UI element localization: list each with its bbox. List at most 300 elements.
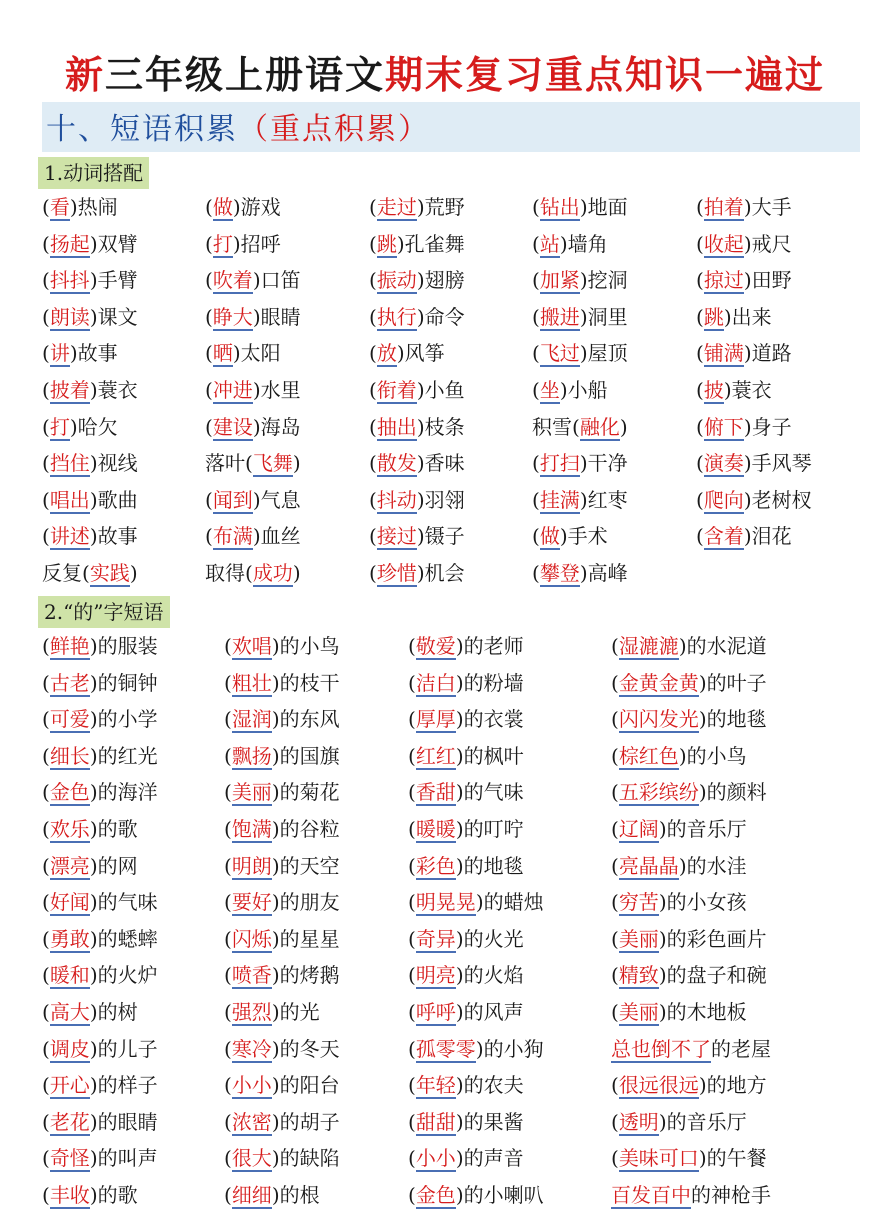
phrase-text: )羽翎 <box>416 487 465 512</box>
phrase-text: )小鱼 <box>416 378 465 402</box>
phrase-keyword: 冲进 <box>212 378 253 402</box>
phrase-item <box>369 229 465 259</box>
phrase-keyword: 打 <box>49 414 70 439</box>
phrase-item <box>224 704 340 734</box>
phrase-keyword: 高大 <box>49 1000 90 1024</box>
phrase-text: )的声音 <box>455 1146 524 1171</box>
phrase-text: ( <box>42 1183 50 1207</box>
phrase-text: ( <box>532 451 540 476</box>
phrase-text: ( <box>224 743 232 768</box>
phrase-text: )蓑衣 <box>89 378 138 402</box>
phrase-keyword: 俯下 <box>703 414 744 439</box>
phrase-item <box>42 1070 158 1100</box>
phrase-keyword: 闪烁 <box>231 926 272 951</box>
phrase-item <box>205 229 281 259</box>
phrase-keyword: 孤零零 <box>415 1036 476 1061</box>
phrase-item <box>369 485 465 515</box>
phrase-keyword: 可爱 <box>49 707 90 732</box>
phrase-item <box>408 1070 524 1100</box>
phrase-text: ( <box>205 341 213 366</box>
phrase-item <box>205 412 301 442</box>
phrase-item <box>369 558 465 588</box>
phrase-keyword: 抖动 <box>376 487 417 512</box>
phrase-text: ( <box>205 195 213 219</box>
phrase-text: )戒尺 <box>743 231 792 256</box>
phrase-text: )镊子 <box>416 524 465 549</box>
phrase-item <box>42 631 158 661</box>
phrase-keyword: 吹着 <box>212 268 253 293</box>
phrase-text: )的叫声 <box>89 1146 158 1171</box>
phrase-text: )的水泥道 <box>678 634 767 658</box>
phrase-text: ( <box>408 1109 416 1134</box>
phrase-text: ( <box>611 670 619 695</box>
phrase-text: )的地毯 <box>698 707 767 732</box>
phrase-keyword: 讲述 <box>49 524 90 549</box>
phrase-keyword: 做 <box>539 524 560 549</box>
phrase-text: ( <box>224 780 232 805</box>
phrase-keyword: 融化 <box>579 414 620 439</box>
phrase-keyword: 披 <box>703 378 724 402</box>
phrase-item <box>42 1180 138 1210</box>
phrase-text: ( <box>696 378 704 402</box>
phrase-text: )的烤鹅 <box>271 963 340 988</box>
phrase-text: ( <box>408 1036 416 1061</box>
phrase-text: ( <box>611 890 619 915</box>
phrase-item <box>224 777 340 807</box>
phrase-keyword: 闪闪发光 <box>618 707 699 732</box>
phrase-text: ) <box>292 561 301 585</box>
phrase-text: )的水洼 <box>678 853 747 878</box>
phrase-item <box>224 631 340 661</box>
phrase-text: )身子 <box>743 414 792 439</box>
phrase-item <box>408 777 524 807</box>
phrase-text: ) <box>292 451 301 476</box>
phrase-text: ( <box>205 414 213 439</box>
phrase-text: )的小鸟 <box>678 743 747 768</box>
phrase-text: ( <box>224 1109 232 1134</box>
phrase-text: ( <box>42 414 50 439</box>
phrase-item <box>408 668 524 698</box>
phrase-keyword: 小小 <box>415 1146 456 1171</box>
title-part-1: 新 <box>64 52 105 97</box>
section-label: 十、短语积累 <box>46 112 238 147</box>
phrase-item <box>224 960 340 990</box>
phrase-keyword: 明亮 <box>415 963 456 988</box>
phrase-keyword: 金色 <box>49 780 90 805</box>
phrase-text: ( <box>611 634 619 658</box>
phrase-keyword: 要好 <box>231 890 272 915</box>
phrase-keyword: 挡住 <box>49 451 90 476</box>
phrase-keyword: 穷苦 <box>618 890 659 915</box>
de-phrase-heading: 2.“的”字短语 <box>38 596 170 628</box>
phrase-item <box>42 851 138 881</box>
phrase-item <box>205 375 301 405</box>
phrase-keyword: 辽阔 <box>618 817 659 841</box>
phrase-text: )招呼 <box>232 231 281 256</box>
phrase-item <box>42 1034 158 1064</box>
phrase-keyword: 接过 <box>376 524 417 549</box>
phrase-text: ( <box>369 487 377 512</box>
phrase-keyword: 百发百中 <box>611 1183 691 1207</box>
phrase-text: )的儿子 <box>89 1036 158 1061</box>
phrase-item <box>205 265 301 295</box>
phrase-item <box>205 521 301 551</box>
phrase-item <box>42 924 158 954</box>
phrase-text: )的枝干 <box>271 670 340 695</box>
phrase-keyword: 鲜艳 <box>49 634 90 658</box>
phrase-keyword: 敬爱 <box>415 634 456 658</box>
phrase-keyword: 闻到 <box>212 487 253 512</box>
phrase-item <box>224 924 340 954</box>
section-highlight: （重点积累） <box>238 112 430 147</box>
phrase-text: ( <box>224 707 232 732</box>
phrase-keyword: 建设 <box>212 414 253 439</box>
phrase-keyword: 坐 <box>539 378 560 402</box>
phrase-keyword: 洁白 <box>415 670 456 695</box>
phrase-keyword: 放 <box>376 341 397 366</box>
phrase-text: )荒野 <box>416 195 465 219</box>
phrase-text: ( <box>369 268 377 293</box>
phrase-item <box>532 229 608 259</box>
phrase-keyword: 棕红色 <box>618 743 679 768</box>
phrase-text: ( <box>611 853 619 878</box>
phrase-text: ( <box>42 670 50 695</box>
phrase-keyword: 饱满 <box>231 817 272 841</box>
phrase-text: )的服装 <box>89 634 158 658</box>
phrase-item <box>611 851 747 881</box>
phrase-item <box>369 375 465 405</box>
phrase-text: ( <box>532 487 540 512</box>
phrase-text: )的天空 <box>271 853 340 878</box>
phrase-keyword: 晒 <box>212 341 233 366</box>
phrase-item <box>532 338 628 368</box>
phrase-text: ( <box>532 195 540 219</box>
phrase-keyword: 做 <box>212 195 233 219</box>
phrase-keyword: 成功 <box>252 561 293 585</box>
phrase-item <box>532 521 608 551</box>
phrase-keyword: 朗读 <box>49 304 90 329</box>
phrase-keyword: 漂亮 <box>49 853 90 878</box>
phrase-item <box>369 302 465 332</box>
phrase-item <box>532 192 628 222</box>
phrase-keyword: 跳 <box>376 231 397 256</box>
phrase-item <box>532 485 628 515</box>
title-part-3: 期末复习重点知识一遍过 <box>385 52 826 97</box>
phrase-keyword: 精致 <box>618 963 659 988</box>
phrase-text: )红枣 <box>579 487 628 512</box>
phrase-item <box>42 558 138 588</box>
phrase-item <box>611 631 767 661</box>
phrase-item <box>611 1070 767 1100</box>
phrase-text: ( <box>408 743 416 768</box>
phrase-text: ( <box>224 1073 232 1098</box>
phrase-text: ( <box>224 817 232 841</box>
phrase-keyword: 明晃晃 <box>415 890 476 915</box>
phrase-text: ( <box>224 1000 232 1024</box>
phrase-text: ( <box>42 853 50 878</box>
phrase-keyword: 呼呼 <box>415 1000 456 1024</box>
phrase-item <box>408 997 524 1027</box>
phrase-item <box>611 741 747 771</box>
phrase-item <box>611 1180 771 1210</box>
phrase-item <box>42 229 138 259</box>
phrase-text: ( <box>408 1183 416 1207</box>
phrase-text: )的铜钟 <box>89 670 158 695</box>
phrase-keyword: 欢唱 <box>231 634 272 658</box>
phrase-text: )的小喇叭 <box>455 1183 544 1207</box>
phrase-text: ( <box>42 1109 50 1134</box>
phrase-item <box>42 887 158 917</box>
phrase-text: )香味 <box>416 451 465 476</box>
phrase-keyword: 亮晶晶 <box>618 853 679 878</box>
phrase-text: ( <box>42 524 50 549</box>
phrase-text: )故事 <box>89 524 138 549</box>
phrase-keyword: 奇怪 <box>49 1146 90 1171</box>
phrase-keyword: 很大 <box>231 1146 272 1171</box>
phrase-item <box>224 1143 340 1173</box>
phrase-item <box>696 192 792 222</box>
phrase-keyword: 打扫 <box>539 451 580 476</box>
phrase-text: ( <box>408 1146 416 1171</box>
phrase-keyword: 金色 <box>415 1183 456 1207</box>
phrase-item <box>42 448 138 478</box>
phrase-text: )干净 <box>579 451 628 476</box>
phrase-text: )老树杈 <box>743 487 812 512</box>
phrase-text: ( <box>42 634 50 658</box>
phrase-keyword: 美味可口 <box>618 1146 699 1171</box>
phrase-keyword: 甜甜 <box>415 1109 456 1134</box>
phrase-item <box>696 338 792 368</box>
phrase-text: )的小狗 <box>475 1036 544 1061</box>
phrase-text: 的老屋 <box>711 1036 771 1061</box>
phrase-text: )小船 <box>559 378 608 402</box>
phrase-keyword: 年轻 <box>415 1073 456 1098</box>
phrase-keyword: 好闻 <box>49 890 90 915</box>
phrase-text: ( <box>611 1000 619 1024</box>
phrase-item <box>696 375 772 405</box>
phrase-text: ( <box>42 743 50 768</box>
phrase-text: )屋顶 <box>579 341 628 366</box>
phrase-text: )命令 <box>416 304 465 329</box>
phrase-text: ( <box>532 378 540 402</box>
phrase-text: ( <box>611 1073 619 1098</box>
phrase-item <box>42 668 158 698</box>
phrase-keyword: 铺满 <box>703 341 744 366</box>
phrase-text: )的星星 <box>271 926 340 951</box>
phrase-text: )的胡子 <box>271 1109 340 1134</box>
phrase-text: ( <box>42 304 50 329</box>
phrase-item <box>224 1034 340 1064</box>
phrase-keyword: 湿润 <box>231 707 272 732</box>
phrase-text: ( <box>611 707 619 732</box>
phrase-item <box>408 631 524 661</box>
phrase-item <box>42 777 158 807</box>
phrase-text: )的火炉 <box>89 963 158 988</box>
phrase-item <box>696 521 792 551</box>
phrase-item <box>205 448 301 478</box>
phrase-item <box>408 704 524 734</box>
phrase-text: ( <box>369 195 377 219</box>
phrase-text: ( <box>42 378 50 402</box>
phrase-item <box>532 302 628 332</box>
phrase-keyword: 跳 <box>703 304 724 329</box>
phrase-keyword: 唱出 <box>49 487 90 512</box>
phrase-text: ( <box>224 853 232 878</box>
phrase-item <box>42 1107 158 1137</box>
phrase-item <box>369 448 465 478</box>
phrase-text: ( <box>408 853 416 878</box>
phrase-keyword: 奇异 <box>415 926 456 951</box>
phrase-text: ( <box>42 341 50 366</box>
phrase-keyword: 爬向 <box>703 487 744 512</box>
phrase-text: )高峰 <box>579 561 628 585</box>
phrase-text: )机会 <box>416 561 465 585</box>
phrase-text: )泪花 <box>743 524 792 549</box>
phrase-item <box>408 1034 544 1064</box>
phrase-text: )的东风 <box>271 707 340 732</box>
phrase-text: ( <box>532 304 540 329</box>
phrase-text: )口笛 <box>252 268 301 293</box>
phrase-item <box>42 960 158 990</box>
phrase-text: )的小女孩 <box>658 890 747 915</box>
phrase-item <box>42 704 158 734</box>
phrase-keyword: 勇敢 <box>49 926 90 951</box>
phrase-text: ( <box>369 231 377 256</box>
phrase-text: ) <box>129 561 138 585</box>
phrase-item <box>696 448 812 478</box>
phrase-item <box>408 924 524 954</box>
phrase-keyword: 飞舞 <box>252 451 293 476</box>
phrase-text: )的农夫 <box>455 1073 524 1098</box>
phrase-keyword: 站 <box>539 231 560 256</box>
phrase-item <box>696 485 812 515</box>
phrase-text: ( <box>611 1109 619 1134</box>
phrase-text: ( <box>224 890 232 915</box>
phrase-keyword: 丰收 <box>49 1183 90 1207</box>
phrase-keyword: 美丽 <box>618 926 659 951</box>
phrase-keyword: 粗壮 <box>231 670 272 695</box>
phrase-text: )手臂 <box>89 268 138 293</box>
phrase-keyword: 美丽 <box>231 780 272 805</box>
phrase-item <box>369 412 465 442</box>
phrase-keyword: 湿漉漉 <box>618 634 679 658</box>
phrase-item <box>611 960 767 990</box>
phrase-item <box>224 1107 340 1137</box>
phrase-text: ( <box>369 451 377 476</box>
phrase-text: ( <box>696 451 704 476</box>
phrase-item <box>205 338 281 368</box>
phrase-item <box>42 412 118 442</box>
phrase-item <box>224 997 320 1027</box>
phrase-keyword: 古老 <box>49 670 90 695</box>
phrase-text: ) <box>619 414 628 439</box>
phrase-item <box>42 375 138 405</box>
phrase-text: ( <box>532 561 540 585</box>
phrase-text: ( <box>42 963 50 988</box>
phrase-text: )眼睛 <box>252 304 301 329</box>
phrase-text: )手术 <box>559 524 608 549</box>
phrase-text: )的叶子 <box>698 670 767 695</box>
phrase-item <box>532 448 628 478</box>
phrase-text: ( <box>532 268 540 293</box>
phrase-text: ( <box>42 1000 50 1024</box>
phrase-text: ( <box>42 1073 50 1098</box>
phrase-text: )的网 <box>89 853 138 878</box>
phrase-keyword: 拍着 <box>703 195 744 219</box>
phrase-keyword: 飞过 <box>539 341 580 366</box>
phrase-keyword: 很远很远 <box>618 1073 699 1098</box>
phrase-text: ( <box>42 231 50 256</box>
phrase-keyword: 看 <box>49 195 70 219</box>
phrase-keyword: 细细 <box>231 1183 272 1207</box>
phrase-text: ( <box>42 195 50 219</box>
phrase-keyword: 五彩缤纷 <box>618 780 699 805</box>
phrase-text: )课文 <box>89 304 138 329</box>
phrase-keyword: 走过 <box>376 195 417 219</box>
phrase-text: )道路 <box>743 341 792 366</box>
phrase-keyword: 调皮 <box>49 1036 90 1061</box>
phrase-text: ( <box>369 341 377 366</box>
phrase-item <box>42 741 158 771</box>
phrase-item <box>205 485 301 515</box>
phrase-item <box>611 997 747 1027</box>
phrase-text: ( <box>408 1073 416 1098</box>
phrase-keyword: 睁大 <box>212 304 253 329</box>
phrase-text: )的朋友 <box>271 890 340 915</box>
phrase-item <box>205 302 301 332</box>
phrase-item <box>224 668 340 698</box>
phrase-item <box>42 1143 158 1173</box>
phrase-text: )的地毯 <box>455 853 524 878</box>
phrase-item <box>611 1107 747 1137</box>
phrase-text: ( <box>42 926 50 951</box>
phrase-item <box>408 1107 524 1137</box>
phrase-text: )的枫叶 <box>455 743 524 768</box>
phrase-text: ( <box>369 378 377 402</box>
phrase-text: )的衣裳 <box>455 707 524 732</box>
phrase-text: ( <box>224 670 232 695</box>
phrase-text: )的树 <box>89 1000 138 1024</box>
phrase-keyword: 彩色 <box>415 853 456 878</box>
phrase-item <box>696 412 792 442</box>
phrase-text: )的冬天 <box>271 1036 340 1061</box>
phrase-text: 落叶( <box>205 451 253 476</box>
phrase-item <box>224 1070 340 1100</box>
phrase-text: ( <box>42 707 50 732</box>
phrase-text: )出来 <box>723 304 772 329</box>
phrase-item <box>408 814 524 844</box>
phrase-keyword: 欢乐 <box>49 817 90 841</box>
phrase-item <box>611 924 767 954</box>
phrase-text: )的样子 <box>89 1073 158 1098</box>
phrase-text: ( <box>205 487 213 512</box>
phrase-text: )田野 <box>743 268 792 293</box>
phrase-text: 积雪( <box>532 414 580 439</box>
phrase-text: ( <box>205 304 213 329</box>
phrase-text: )蓑衣 <box>723 378 772 402</box>
phrase-text: ( <box>369 304 377 329</box>
phrase-text: )的阳台 <box>271 1073 340 1098</box>
phrase-item <box>611 777 767 807</box>
phrase-text: )的海洋 <box>89 780 158 805</box>
phrase-text: )的蜡烛 <box>475 890 544 915</box>
phrase-item <box>696 229 792 259</box>
phrase-text: )手风琴 <box>743 451 812 476</box>
phrase-keyword: 暖暖 <box>415 817 456 841</box>
phrase-text: )风筝 <box>396 341 445 366</box>
phrase-text: )大手 <box>743 195 792 219</box>
phrase-keyword: 打 <box>212 231 233 256</box>
